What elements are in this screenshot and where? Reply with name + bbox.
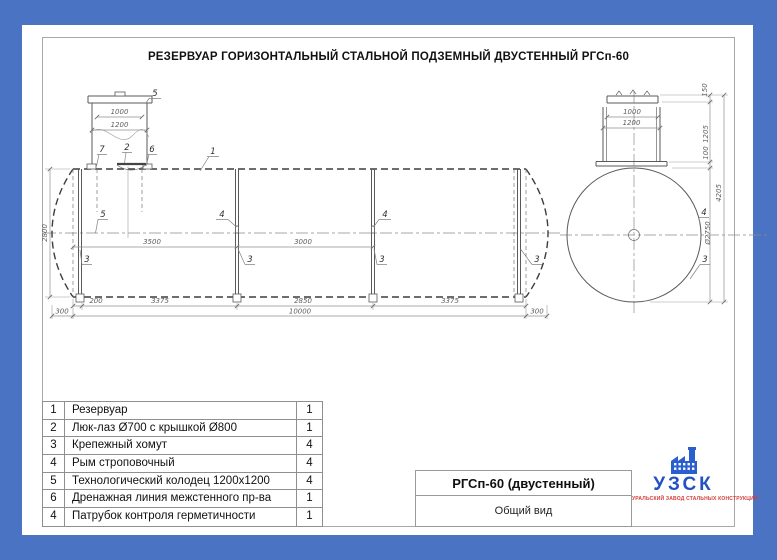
row-name: Патрубок контроля герметичности bbox=[65, 508, 297, 526]
callout-eye: 4 bbox=[219, 210, 225, 220]
dim-seg-3: 2850 bbox=[294, 297, 312, 305]
table-row bbox=[43, 402, 322, 420]
title-block bbox=[415, 470, 632, 527]
dim-end-well-body: 1200 bbox=[622, 119, 641, 127]
dim-seg-4: 3375 bbox=[441, 297, 459, 305]
callout-clamp-2: 3 bbox=[247, 255, 253, 265]
lifting-eye-mark bbox=[236, 226, 239, 233]
row-number: 4 bbox=[43, 508, 65, 526]
well-end bbox=[596, 90, 667, 166]
row-number: 6 bbox=[43, 490, 65, 507]
row-qty: 4 bbox=[306, 474, 313, 487]
row-qty: 1 bbox=[306, 403, 313, 416]
callout-clamp-end: 3 bbox=[702, 255, 708, 265]
dim-right-group bbox=[650, 83, 728, 304]
callout-hatch: 2 bbox=[124, 143, 130, 153]
row-number: 4 bbox=[43, 455, 65, 472]
dim-well-body: 1200 bbox=[110, 121, 129, 129]
callout-eye-2: 4 bbox=[382, 210, 388, 220]
row-number: 5 bbox=[43, 473, 65, 490]
dim-end-well-cap: 1000 bbox=[623, 108, 641, 116]
table-row bbox=[43, 490, 322, 508]
dim-collar-height: 100 bbox=[702, 146, 710, 160]
dim-seg-2: 3375 bbox=[151, 297, 169, 305]
end-centerlines bbox=[560, 91, 768, 313]
dim-well-cap: 1000 bbox=[110, 108, 129, 116]
row-name: Крепежный хомут bbox=[65, 437, 297, 454]
break-line bbox=[90, 129, 149, 139]
dim-total-height: 4205 bbox=[715, 184, 723, 202]
callout-well-2: 5 bbox=[100, 210, 106, 220]
table-row bbox=[43, 508, 322, 526]
callout-control: 7 bbox=[99, 145, 105, 155]
dim-total: 10000 bbox=[288, 307, 312, 316]
row-qty: 4 bbox=[306, 439, 313, 452]
clamps bbox=[76, 169, 523, 302]
table-row bbox=[43, 455, 322, 473]
dim-mid-right: 3000 bbox=[294, 238, 312, 246]
row-qty: 4 bbox=[306, 456, 313, 469]
callout-drain: 6 bbox=[149, 145, 155, 155]
callout-well: 5 bbox=[152, 89, 158, 99]
dim-bottom-group bbox=[50, 297, 549, 319]
callout-eye-end: 4 bbox=[701, 208, 707, 218]
row-number: 3 bbox=[43, 437, 65, 454]
table-row bbox=[43, 437, 322, 455]
parts-table bbox=[42, 401, 323, 527]
row-name: Технологический колодец 1200x1200 bbox=[65, 473, 297, 490]
dim-mid-left: 3500 bbox=[143, 238, 161, 246]
callout-tank: 1 bbox=[210, 147, 216, 157]
logo-abbr: УЗСК bbox=[653, 474, 714, 495]
callout-clamp-3: 3 bbox=[379, 255, 385, 265]
dim-well-height: 1205 bbox=[702, 125, 710, 143]
model-name: РГСп-60 (двустенный) bbox=[416, 471, 631, 496]
dim-seg-1: 200 bbox=[89, 297, 103, 305]
dim-end-right: 300 bbox=[530, 307, 544, 316]
table-row bbox=[43, 473, 322, 491]
dim-diameter: Ø2750 bbox=[704, 221, 712, 245]
row-qty: 1 bbox=[306, 510, 313, 523]
logo-subtitle: УРАЛЬСКИЙ ЗАВОД СТАЛЬНЫХ КОНСТРУКЦИЙ bbox=[632, 496, 758, 502]
row-qty: 1 bbox=[306, 492, 313, 505]
main-view bbox=[41, 89, 562, 319]
row-qty: 1 bbox=[306, 421, 313, 434]
row-number: 1 bbox=[43, 402, 65, 419]
callout-clamp-4: 3 bbox=[534, 255, 540, 265]
end-view bbox=[560, 83, 768, 313]
row-name: Люк-лаз Ø700 с крышкой Ø800 bbox=[65, 420, 297, 437]
row-name: Рым строповочный bbox=[65, 455, 297, 472]
dim-end-left: 300 bbox=[55, 307, 69, 316]
table-row bbox=[43, 420, 322, 438]
page-title: РЕЗЕРВУАР ГОРИЗОНТАЛЬНЫЙ СТАЛЬНОЙ ПОДЗЕМНЫЙ ДВУСТЕННЫЙ РГСп-60 bbox=[147, 51, 630, 63]
view-name: Общий вид bbox=[494, 505, 553, 517]
dim-mid-group bbox=[71, 238, 375, 249]
row-number: 2 bbox=[43, 420, 65, 437]
dim-cap-height: 150 bbox=[701, 83, 709, 97]
row-name: Резервуар bbox=[65, 402, 297, 419]
row-name: Дренажная линия межстенного пр-ва bbox=[65, 490, 297, 507]
lifting-eye-mark bbox=[372, 226, 375, 233]
company-logo bbox=[632, 446, 758, 502]
callout-clamp-1: 3 bbox=[84, 255, 90, 265]
dim-height: 2800 bbox=[41, 224, 49, 242]
factory-icon bbox=[667, 446, 701, 476]
